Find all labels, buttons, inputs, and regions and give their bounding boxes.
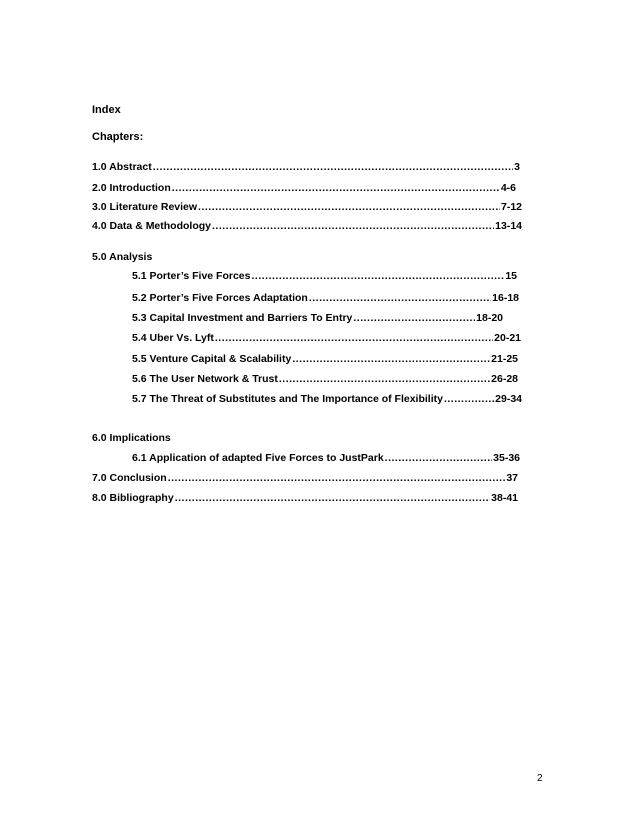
toc-entry-5-1[interactable]: [132, 268, 517, 284]
toc-label: 4.0 Data & Methodology: [92, 220, 212, 232]
toc-leader-dots: [153, 159, 513, 175]
toc-leader-dots: [198, 199, 500, 215]
toc-label: 5.0 Analysis: [92, 251, 153, 263]
toc-entry-implications[interactable]: [92, 430, 171, 446]
toc-pages: 18-20: [476, 312, 503, 324]
toc-label: 6.1 Application of adapted Five Forces to JustPark: [132, 452, 384, 464]
toc-entry-5-4[interactable]: [132, 330, 521, 346]
toc-pages: 26-28: [491, 373, 518, 385]
toc-label: 5.7 The Threat of Substitutes and The Importance of Flexibility: [132, 393, 443, 405]
toc-pages: 35-36: [493, 452, 520, 464]
toc-leader-dots: [444, 391, 494, 407]
toc-pages: 4-6: [500, 182, 516, 194]
toc-pages: 16-18: [492, 292, 519, 304]
toc-leader-dots: [168, 470, 506, 486]
toc-pages: 3: [514, 161, 520, 173]
toc-pages: 29-34: [495, 393, 522, 405]
toc-leader-dots: [172, 180, 500, 196]
toc-label: 3.0 Literature Review: [92, 201, 198, 213]
toc-pages: 38-41: [491, 492, 518, 504]
toc-leader-dots: [279, 371, 490, 387]
toc-label: 5.6 The User Network & Trust: [132, 373, 278, 385]
toc-entry-5-2[interactable]: [132, 290, 519, 306]
toc-entry-data-methodology[interactable]: [92, 218, 522, 234]
toc-entry-5-6[interactable]: [132, 371, 518, 387]
toc-entry-analysis[interactable]: [92, 249, 152, 265]
toc-pages: 20-21: [494, 332, 521, 344]
toc-label: 5.5 Venture Capital & Scalability: [132, 353, 292, 365]
toc-entry-bibliography[interactable]: [92, 490, 518, 506]
toc-entry-5-3[interactable]: [132, 310, 503, 326]
toc-pages: 37: [506, 472, 518, 484]
toc-pages: 21-25: [491, 353, 518, 365]
toc-label: 8.0 Bibliography: [92, 492, 174, 504]
toc-label: 1.0 Abstract: [92, 161, 152, 173]
toc-leader-dots: [215, 330, 493, 346]
toc-entry-5-5[interactable]: [132, 351, 518, 367]
toc-entry-5-7[interactable]: [132, 391, 522, 407]
toc-leader-dots: [385, 450, 492, 466]
toc-label: 7.0 Conclusion: [92, 472, 167, 484]
toc-label: 6.0 Implications: [92, 432, 171, 444]
page-number: 2: [537, 773, 543, 784]
toc-leader-dots: [292, 351, 490, 367]
toc-pages: 15: [505, 270, 517, 282]
toc-label: 5.4 Uber Vs. Lyft: [132, 332, 214, 344]
toc-pages: 7-12: [500, 201, 522, 213]
toc-label: 5.2 Porter’s Five Forces Adaptation: [132, 292, 308, 304]
toc-label: 2.0 Introduction: [92, 182, 171, 194]
toc-leader-dots: [251, 268, 504, 284]
toc-pages: 13-14: [495, 220, 522, 232]
toc-entry-6-1[interactable]: [132, 450, 520, 466]
toc-leader-dots: [175, 490, 490, 506]
toc-entry-literature-review[interactable]: [92, 199, 522, 215]
toc-entry-introduction[interactable]: [92, 180, 516, 196]
toc-label: 5.1 Porter’s Five Forces: [132, 270, 251, 282]
toc-leader-dots: [353, 310, 475, 326]
toc-entry-abstract[interactable]: [92, 159, 520, 175]
chapters-label: Chapters:: [92, 131, 144, 143]
toc-leader-dots: [212, 218, 494, 234]
index-title: Index: [92, 104, 121, 116]
toc-label: 5.3 Capital Investment and Barriers To Entry: [132, 312, 353, 324]
toc-entry-conclusion[interactable]: [92, 470, 518, 486]
toc-leader-dots: [309, 290, 491, 306]
